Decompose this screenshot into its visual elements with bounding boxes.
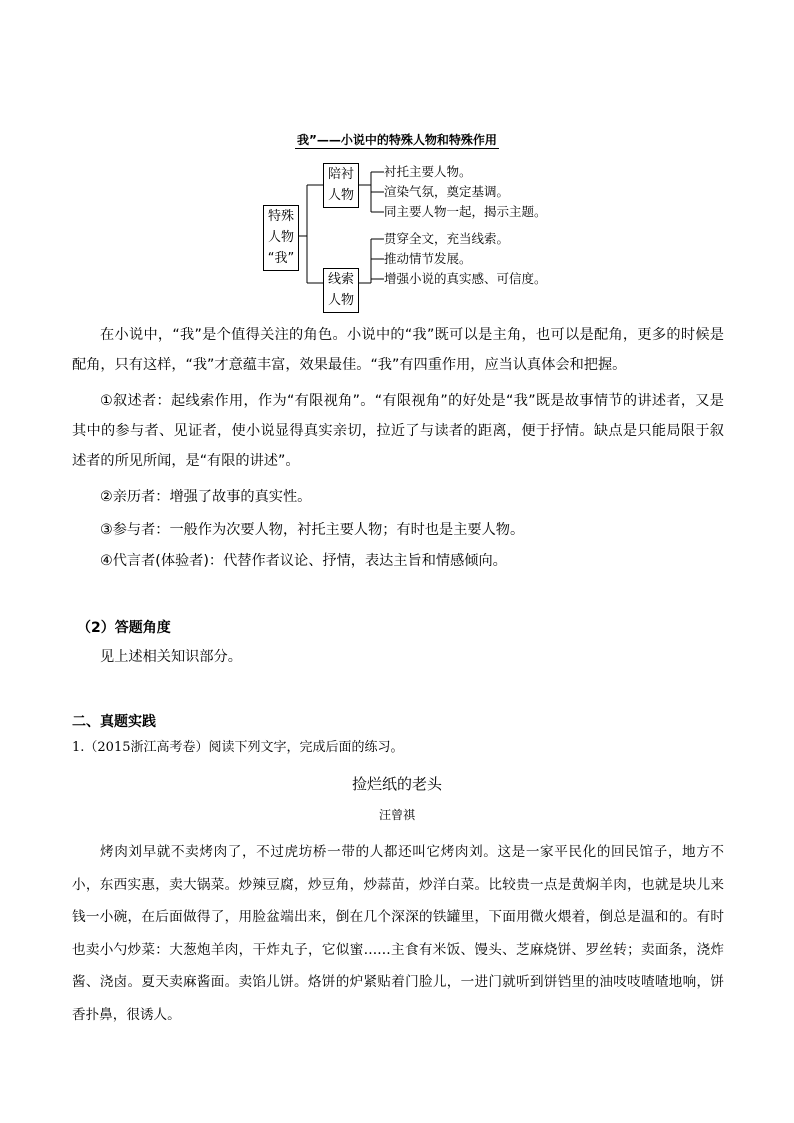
branch-node-thread	[323, 268, 359, 313]
role-witness: ②亲历者：增强了故事的真实性。	[100, 489, 312, 505]
branch-node-line: 人物	[327, 188, 354, 203]
branch-node-foil	[323, 163, 359, 208]
section-body-answer-angle: 见上述相关知识部分。	[100, 649, 242, 665]
root-node	[263, 205, 299, 271]
question-1-prompt: 1.（2015浙江高考卷）阅读下列文字，完成后面的练习。	[72, 740, 404, 755]
section-heading-answer-angle: （2）答题角度	[77, 620, 171, 636]
role-participant: ③参与者：一般作为次要人物，衬托主要人物；有时也是主要人物。	[100, 522, 525, 538]
branch-node-line: 陪衬	[327, 167, 354, 182]
leaf-item: 同主要人物一起，揭示主题。	[384, 204, 547, 219]
section-heading-practice: 二、真题实践	[72, 714, 156, 730]
root-node-line: “我”	[267, 251, 295, 266]
leaf-item: 衬托主要人物。	[384, 164, 472, 179]
branch-node-line: 线索	[327, 272, 354, 287]
branch-node-line: 人物	[327, 293, 354, 308]
diagram-title-text: 我”——小说中的特殊人物和特殊作用	[297, 133, 497, 147]
role-spokesperson: ④代言者(体验者)：代替作者议论、抒情，表达主旨和情感倾向。	[100, 553, 507, 569]
concept-diagram	[0, 0, 794, 320]
root-node-line: 特殊	[267, 209, 294, 224]
leaf-item: 渲染气氛，奠定基调。	[384, 184, 510, 199]
story-author: 汪曾祺	[378, 808, 415, 822]
intro-paragraph: 在小说中，“我”是个值得关注的角色。小说中的“我”既可以是主角，也可以是配角，更多的时候是配角，只有这样，“我”才意蕴丰富，效果最佳。“我”有四重作用，应当认真体会和把握。	[72, 327, 724, 373]
leaf-item: 贯穿全文，充当线索。	[384, 231, 510, 246]
leaf-item: 增强小说的真实感、可信度。	[384, 271, 547, 286]
root-node-line: 人物	[267, 230, 294, 245]
role-narrator: ①叙述者：起线索作用，作为“有限视角”。“有限视角”的好处是“我”既是故事情节的讲述者，又是其中的参与者、见证者，使小说显得真实亲切，拉近了与读者的距离，便于抒情。缺点是只能局限于叙述者的所见所闻，是“有限的讲述”。	[72, 393, 724, 469]
story-paragraph: 烤肉刘早就不卖烤肉了，不过虎坊桥一带的人都还叫它烤肉刘。这是一家平民化的回民馆子，地方不小，东西实惠，卖大锅菜。炒辣豆腐，炒豆角，炒蒜苗，炒洋白菜。比较贵一点是黄焖羊肉，也就是块儿来钱一小碗，在后面做得了，用脸盆端出来，倒在几个深深的铁罐里，下面用微火煨着，倒总是温和的。有时也卖小勺炒菜：大葱炮羊肉，干炸丸子，它似蜜……主食有米饭、馒头、芝麻烧饼、罗丝转；卖面条，浇炸酱、浇卤。夏天卖麻酱面。卖馅儿饼。烙饼的炉紧贴着门脸儿，一进门就听到饼铛里的油吱吱喳喳地响，饼香扑鼻，很诱人。	[72, 844, 724, 1023]
leaf-item: 推动情节发展。	[384, 251, 472, 266]
story-title: 捡烂纸的老头	[351, 775, 442, 793]
